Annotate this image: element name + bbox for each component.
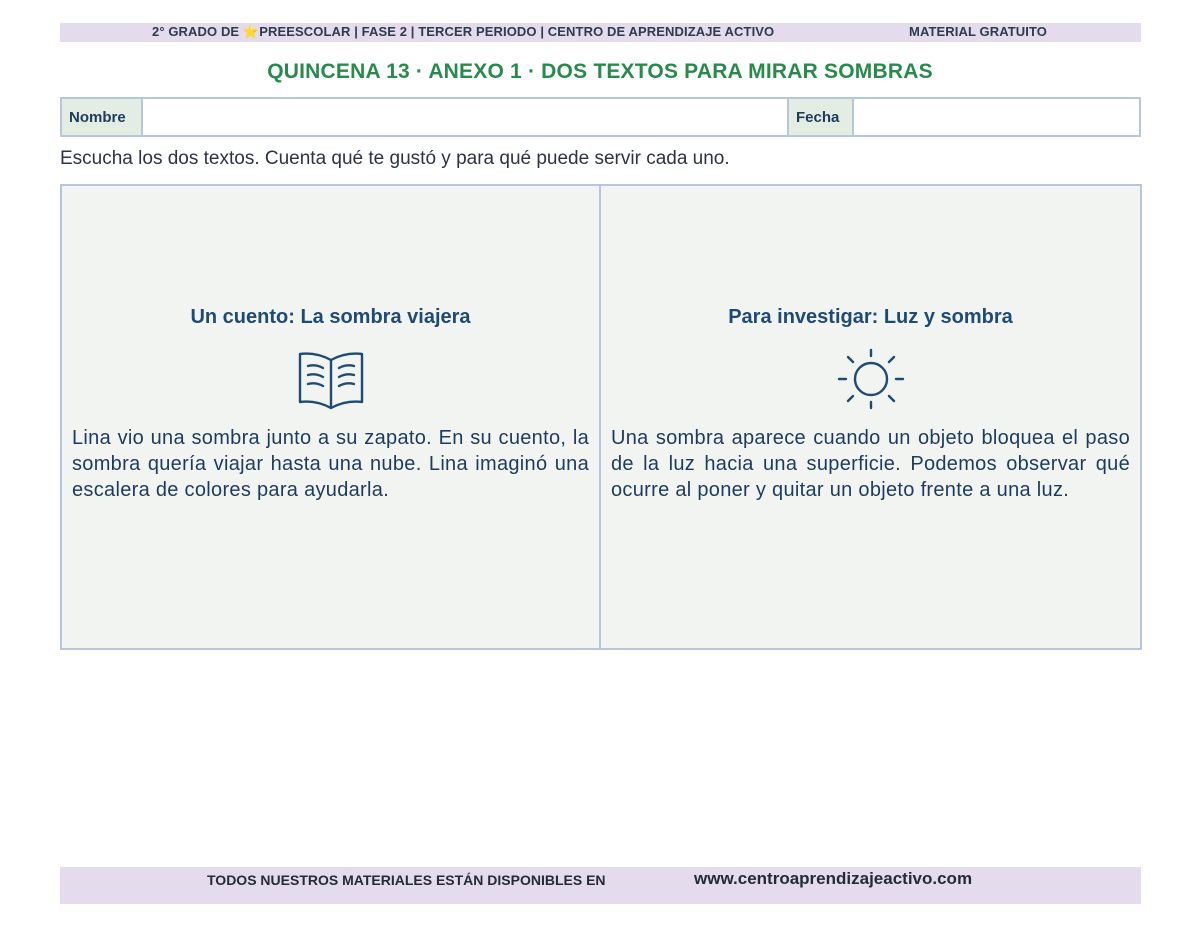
name-label: Nombre <box>62 99 143 135</box>
date-field[interactable] <box>854 99 1139 135</box>
footer-availability-text: TODOS NUESTROS MATERIALES ESTÁN DISPONIBLES EN <box>207 872 606 888</box>
sun-icon <box>836 346 906 412</box>
header-left-text <box>152 24 774 40</box>
date-label: Fecha <box>789 99 854 135</box>
footer-website-link[interactable]: www.centroaprendizajeactivo.com <box>694 869 973 888</box>
header-grade-rest: PREESCOLAR | FASE 2 | TERCER PERIODO | CENTRO DE APRENDIZAJE ACTIVO <box>259 24 775 39</box>
panel-story-text: Lina vio una sombra junto a su zapato. En su cuento, la sombra quería viajar hasta una nube. Lina imaginó una escalera de colores para ayudarla. <box>72 427 589 501</box>
panel-research <box>601 186 1140 648</box>
open-book-icon <box>296 346 366 412</box>
footer-band <box>60 867 1141 904</box>
panel-research-text: Una sombra aparece cuando un objeto bloquea el paso de la luz hacia una superficie. Podemos observar qué ocurre al poner y quitar un objeto frente a una luz. <box>611 427 1130 501</box>
texts-panels <box>60 184 1142 650</box>
panel-story-title: Un cuento: La sombra viajera <box>190 306 471 328</box>
name-field[interactable] <box>143 99 789 135</box>
star-icon: ⭐ <box>242 24 260 39</box>
page-title: QUINCENA 13 · ANEXO 1 · DOS TEXTOS PARA MIRAR SOMBRAS <box>267 60 933 83</box>
name-date-row <box>60 97 1141 137</box>
header-grade-prefix: 2° GRADO DE <box>152 24 243 39</box>
panel-research-title: Para investigar: Luz y sombra <box>728 306 1013 328</box>
instructions-text: Escucha los dos textos. Cuenta qué te gustó y para qué puede servir cada uno. <box>60 148 730 169</box>
header-free-material: MATERIAL GRATUITO <box>909 24 1047 39</box>
header-band <box>60 23 1141 42</box>
panel-story <box>62 186 601 648</box>
